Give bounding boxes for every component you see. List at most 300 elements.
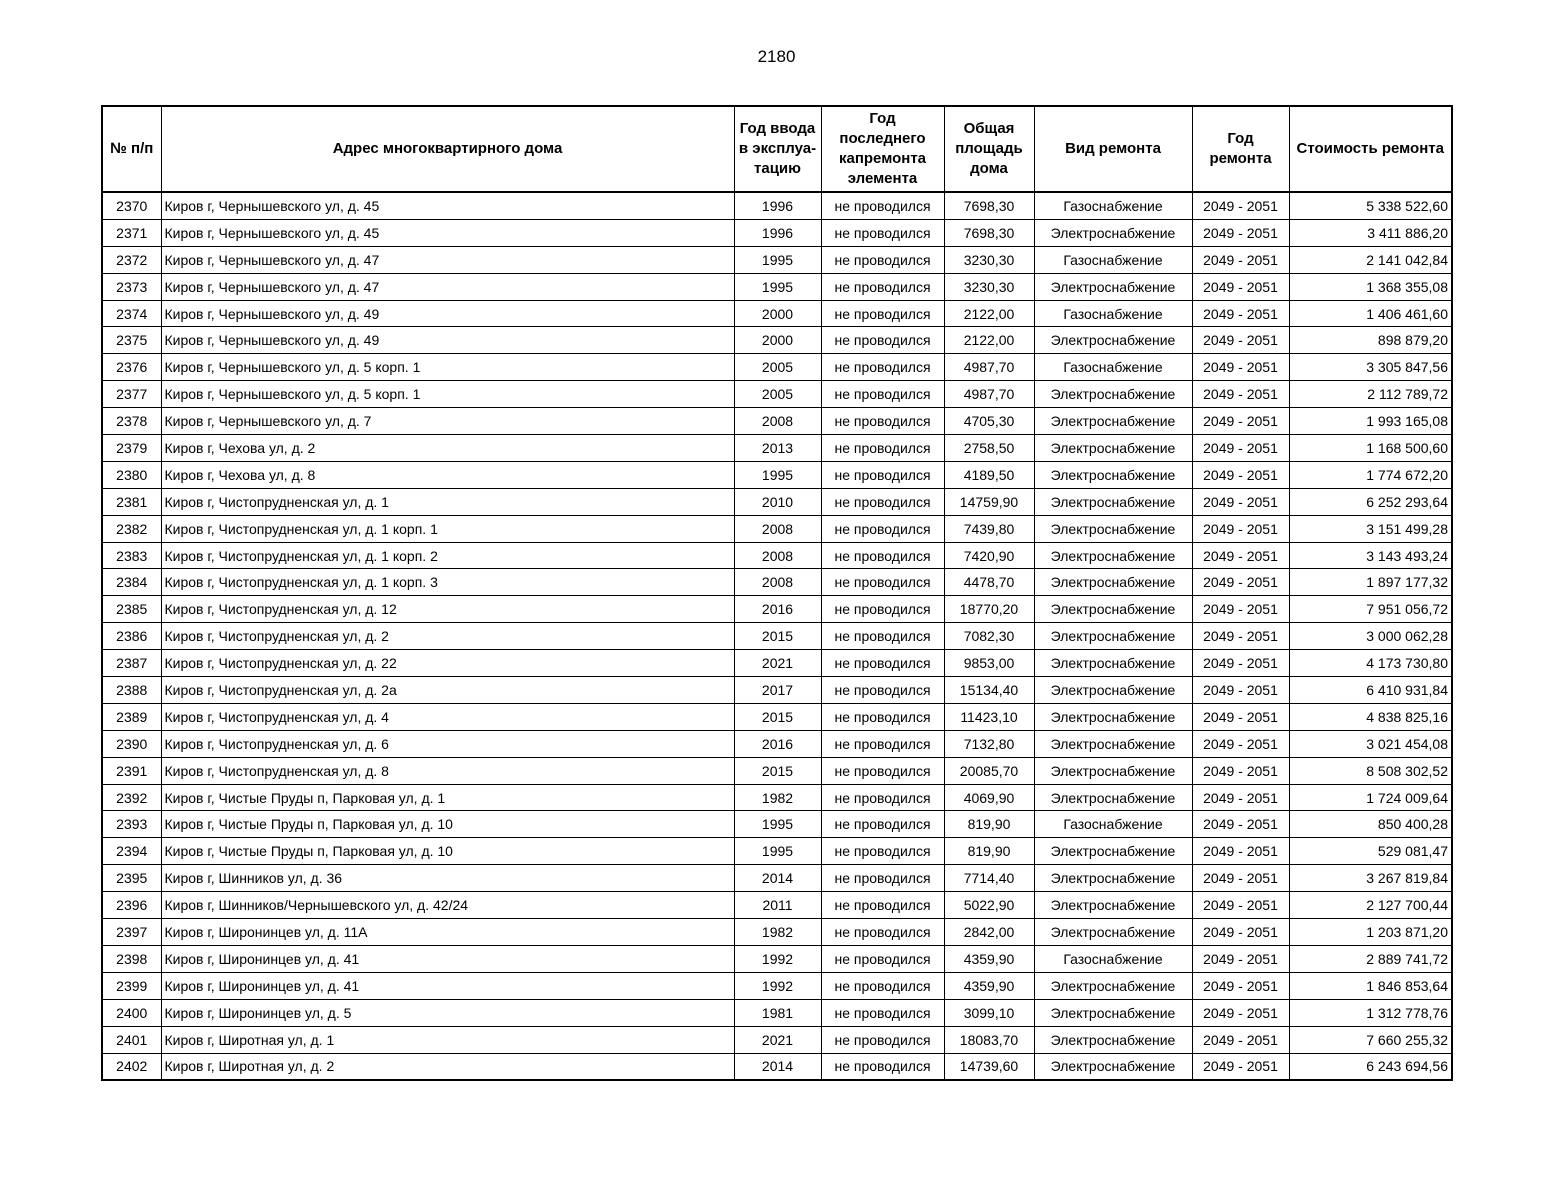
table-row (102, 488, 1452, 515)
cell-cost: 1 406 461,60 (1289, 300, 1452, 327)
cell-num: 2378 (102, 408, 161, 435)
cell-last-repair: не проводился (821, 811, 944, 838)
table-row (102, 945, 1452, 972)
cell-cost: 2 112 789,72 (1289, 381, 1452, 408)
cell-repair-period: 2049 - 2051 (1192, 461, 1289, 488)
cell-last-repair: не проводился (821, 784, 944, 811)
cell-last-repair: не проводился (821, 838, 944, 865)
cell-area: 4359,90 (944, 972, 1034, 999)
cell-year-commissioned: 1996 (734, 219, 821, 246)
cell-num: 2388 (102, 677, 161, 704)
cell-num: 2379 (102, 435, 161, 462)
cell-repair-period: 2049 - 2051 (1192, 784, 1289, 811)
cell-repair-period: 2049 - 2051 (1192, 381, 1289, 408)
cell-repair-type: Электроснабжение (1034, 919, 1192, 946)
cell-repair-type: Электроснабжение (1034, 650, 1192, 677)
repair-schedule-table (101, 105, 1453, 1081)
cell-num: 2394 (102, 838, 161, 865)
cell-repair-period: 2049 - 2051 (1192, 219, 1289, 246)
cell-num: 2402 (102, 1053, 161, 1080)
cell-address: Киров г, Чистопрудненская ул, д. 4 (161, 703, 734, 730)
table-row (102, 784, 1452, 811)
cell-area: 4069,90 (944, 784, 1034, 811)
cell-area: 20085,70 (944, 757, 1034, 784)
cell-year-commissioned: 1992 (734, 972, 821, 999)
cell-area: 7420,90 (944, 542, 1034, 569)
cell-area: 15134,40 (944, 677, 1034, 704)
cell-repair-type: Электроснабжение (1034, 972, 1192, 999)
cell-repair-type: Электроснабжение (1034, 892, 1192, 919)
cell-year-commissioned: 2000 (734, 327, 821, 354)
cell-year-commissioned: 2014 (734, 1053, 821, 1080)
table-row (102, 381, 1452, 408)
cell-num: 2383 (102, 542, 161, 569)
cell-cost: 1 203 871,20 (1289, 919, 1452, 946)
table-row (102, 596, 1452, 623)
cell-year-commissioned: 1995 (734, 273, 821, 300)
header-year-commissioned: Год ввода в эксплуа-тацию (734, 106, 821, 192)
table-row (102, 892, 1452, 919)
cell-address: Киров г, Чернышевского ул, д. 47 (161, 246, 734, 273)
cell-last-repair: не проводился (821, 730, 944, 757)
cell-last-repair: не проводился (821, 327, 944, 354)
cell-address: Киров г, Чернышевского ул, д. 45 (161, 219, 734, 246)
cell-num: 2386 (102, 623, 161, 650)
table-row (102, 811, 1452, 838)
table-row (102, 757, 1452, 784)
cell-repair-type: Электроснабжение (1034, 461, 1192, 488)
cell-year-commissioned: 1995 (734, 838, 821, 865)
cell-last-repair: не проводился (821, 515, 944, 542)
cell-repair-period: 2049 - 2051 (1192, 408, 1289, 435)
cell-repair-type: Электроснабжение (1034, 515, 1192, 542)
cell-repair-type: Электроснабжение (1034, 435, 1192, 462)
cell-cost: 3 267 819,84 (1289, 865, 1452, 892)
cell-cost: 4 838 825,16 (1289, 703, 1452, 730)
cell-last-repair: не проводился (821, 972, 944, 999)
table-row (102, 919, 1452, 946)
cell-repair-period: 2049 - 2051 (1192, 623, 1289, 650)
cell-repair-period: 2049 - 2051 (1192, 273, 1289, 300)
cell-repair-type: Электроснабжение (1034, 1053, 1192, 1080)
cell-area: 7082,30 (944, 623, 1034, 650)
table-row (102, 650, 1452, 677)
table-row (102, 408, 1452, 435)
cell-cost: 898 879,20 (1289, 327, 1452, 354)
cell-cost: 3 143 493,24 (1289, 542, 1452, 569)
cell-num: 2396 (102, 892, 161, 919)
cell-address: Киров г, Чистопрудненская ул, д. 22 (161, 650, 734, 677)
page-number: 2180 (757, 47, 796, 66)
cell-area: 2122,00 (944, 327, 1034, 354)
cell-year-commissioned: 1995 (734, 461, 821, 488)
cell-area: 4478,70 (944, 569, 1034, 596)
cell-area: 7132,80 (944, 730, 1034, 757)
table-row (102, 219, 1452, 246)
cell-address: Киров г, Чистопрудненская ул, д. 8 (161, 757, 734, 784)
table-row (102, 354, 1452, 381)
cell-repair-type: Электроснабжение (1034, 784, 1192, 811)
table-row (102, 327, 1452, 354)
cell-num: 2390 (102, 730, 161, 757)
cell-cost: 6 252 293,64 (1289, 488, 1452, 515)
cell-num: 2392 (102, 784, 161, 811)
cell-area: 5022,90 (944, 892, 1034, 919)
cell-area: 4189,50 (944, 461, 1034, 488)
cell-last-repair: не проводился (821, 919, 944, 946)
header-area: Общая площадь дома (944, 106, 1034, 192)
cell-num: 2399 (102, 972, 161, 999)
cell-num: 2371 (102, 219, 161, 246)
cell-repair-period: 2049 - 2051 (1192, 972, 1289, 999)
cell-repair-type: Газоснабжение (1034, 192, 1192, 219)
cell-cost: 1 993 165,08 (1289, 408, 1452, 435)
cell-address: Киров г, Широнинцев ул, д. 41 (161, 972, 734, 999)
cell-year-commissioned: 2010 (734, 488, 821, 515)
table-row (102, 515, 1452, 542)
table-row (102, 461, 1452, 488)
cell-year-commissioned: 2017 (734, 677, 821, 704)
cell-last-repair: не проводился (821, 703, 944, 730)
cell-year-commissioned: 1981 (734, 999, 821, 1026)
cell-address: Киров г, Чехова ул, д. 2 (161, 435, 734, 462)
cell-address: Киров г, Чистые Пруды п, Парковая ул, д. 1 (161, 784, 734, 811)
cell-repair-type: Электроснабжение (1034, 273, 1192, 300)
table-header (102, 106, 1452, 192)
cell-address: Киров г, Чистопрудненская ул, д. 1 корп. 2 (161, 542, 734, 569)
cell-address: Киров г, Чистопрудненская ул, д. 1 корп. 1 (161, 515, 734, 542)
cell-repair-type: Электроснабжение (1034, 1026, 1192, 1053)
cell-area: 9853,00 (944, 650, 1034, 677)
cell-area: 4987,70 (944, 354, 1034, 381)
cell-cost: 2 889 741,72 (1289, 945, 1452, 972)
cell-cost: 529 081,47 (1289, 838, 1452, 865)
cell-address: Киров г, Чернышевского ул, д. 5 корп. 1 (161, 354, 734, 381)
cell-address: Киров г, Чернышевского ул, д. 49 (161, 327, 734, 354)
cell-cost: 3 000 062,28 (1289, 623, 1452, 650)
cell-repair-period: 2049 - 2051 (1192, 703, 1289, 730)
table-row (102, 273, 1452, 300)
table-row (102, 1026, 1452, 1053)
cell-last-repair: не проводился (821, 677, 944, 704)
cell-repair-period: 2049 - 2051 (1192, 515, 1289, 542)
cell-address: Киров г, Чернышевского ул, д. 5 корп. 1 (161, 381, 734, 408)
cell-year-commissioned: 2011 (734, 892, 821, 919)
cell-last-repair: не проводился (821, 892, 944, 919)
cell-cost: 6 410 931,84 (1289, 677, 1452, 704)
cell-num: 2397 (102, 919, 161, 946)
cell-repair-type: Электроснабжение (1034, 999, 1192, 1026)
cell-last-repair: не проводился (821, 542, 944, 569)
cell-cost: 2 141 042,84 (1289, 246, 1452, 273)
cell-num: 2370 (102, 192, 161, 219)
cell-num: 2372 (102, 246, 161, 273)
cell-address: Киров г, Чернышевского ул, д. 47 (161, 273, 734, 300)
cell-address: Киров г, Чернышевского ул, д. 45 (161, 192, 734, 219)
cell-cost: 5 338 522,60 (1289, 192, 1452, 219)
cell-address: Киров г, Шинников ул, д. 36 (161, 865, 734, 892)
cell-area: 819,90 (944, 838, 1034, 865)
cell-year-commissioned: 2008 (734, 569, 821, 596)
cell-address: Киров г, Широнинцев ул, д. 11А (161, 919, 734, 946)
cell-cost: 1 724 009,64 (1289, 784, 1452, 811)
cell-repair-type: Электроснабжение (1034, 569, 1192, 596)
table-row (102, 623, 1452, 650)
table-row (102, 435, 1452, 462)
cell-num: 2377 (102, 381, 161, 408)
cell-num: 2384 (102, 569, 161, 596)
cell-area: 3099,10 (944, 999, 1034, 1026)
cell-repair-type: Электроснабжение (1034, 542, 1192, 569)
cell-cost: 7 951 056,72 (1289, 596, 1452, 623)
cell-last-repair: не проводился (821, 192, 944, 219)
cell-repair-period: 2049 - 2051 (1192, 865, 1289, 892)
cell-repair-type: Электроснабжение (1034, 596, 1192, 623)
table-row (102, 972, 1452, 999)
cell-repair-period: 2049 - 2051 (1192, 999, 1289, 1026)
cell-repair-period: 2049 - 2051 (1192, 1053, 1289, 1080)
cell-area: 11423,10 (944, 703, 1034, 730)
cell-repair-type: Электроснабжение (1034, 677, 1192, 704)
cell-last-repair: не проводился (821, 623, 944, 650)
cell-repair-type: Электроснабжение (1034, 865, 1192, 892)
cell-address: Киров г, Широнинцев ул, д. 41 (161, 945, 734, 972)
cell-cost: 1 774 672,20 (1289, 461, 1452, 488)
header-num: № п/п (102, 106, 161, 192)
cell-area: 2842,00 (944, 919, 1034, 946)
cell-cost: 1 168 500,60 (1289, 435, 1452, 462)
cell-repair-type: Газоснабжение (1034, 246, 1192, 273)
cell-num: 2395 (102, 865, 161, 892)
table-row (102, 730, 1452, 757)
cell-year-commissioned: 1995 (734, 246, 821, 273)
cell-cost: 1 897 177,32 (1289, 569, 1452, 596)
cell-year-commissioned: 2015 (734, 703, 821, 730)
cell-repair-period: 2049 - 2051 (1192, 730, 1289, 757)
table-row (102, 246, 1452, 273)
cell-address: Киров г, Широтная ул, д. 2 (161, 1053, 734, 1080)
cell-last-repair: не проводился (821, 219, 944, 246)
cell-last-repair: не проводился (821, 1026, 944, 1053)
cell-year-commissioned: 2014 (734, 865, 821, 892)
cell-repair-type: Электроснабжение (1034, 703, 1192, 730)
cell-cost: 6 243 694,56 (1289, 1053, 1452, 1080)
cell-repair-period: 2049 - 2051 (1192, 1026, 1289, 1053)
cell-address: Киров г, Чистопрудненская ул, д. 2а (161, 677, 734, 704)
cell-address: Киров г, Чернышевского ул, д. 49 (161, 300, 734, 327)
cell-num: 2375 (102, 327, 161, 354)
cell-last-repair: не проводился (821, 381, 944, 408)
cell-repair-type: Электроснабжение (1034, 757, 1192, 784)
cell-num: 2385 (102, 596, 161, 623)
cell-repair-period: 2049 - 2051 (1192, 246, 1289, 273)
cell-cost: 3 305 847,56 (1289, 354, 1452, 381)
cell-address: Киров г, Чистопрудненская ул, д. 12 (161, 596, 734, 623)
cell-area: 2758,50 (944, 435, 1034, 462)
cell-repair-period: 2049 - 2051 (1192, 919, 1289, 946)
cell-last-repair: не проводился (821, 435, 944, 462)
cell-cost: 3 021 454,08 (1289, 730, 1452, 757)
cell-num: 2376 (102, 354, 161, 381)
cell-num: 2393 (102, 811, 161, 838)
cell-repair-period: 2049 - 2051 (1192, 192, 1289, 219)
cell-area: 2122,00 (944, 300, 1034, 327)
table-row (102, 1053, 1452, 1080)
cell-repair-period: 2049 - 2051 (1192, 300, 1289, 327)
cell-repair-period: 2049 - 2051 (1192, 650, 1289, 677)
cell-year-commissioned: 2015 (734, 757, 821, 784)
cell-last-repair: не проводился (821, 461, 944, 488)
cell-last-repair: не проводился (821, 999, 944, 1026)
cell-cost: 4 173 730,80 (1289, 650, 1452, 677)
cell-cost: 850 400,28 (1289, 811, 1452, 838)
cell-num: 2391 (102, 757, 161, 784)
cell-year-commissioned: 2008 (734, 542, 821, 569)
cell-num: 2398 (102, 945, 161, 972)
cell-address: Киров г, Чехова ул, д. 8 (161, 461, 734, 488)
header-last-repair: Год последнего капремонта элемента (821, 106, 944, 192)
cell-num: 2389 (102, 703, 161, 730)
cell-year-commissioned: 1992 (734, 945, 821, 972)
cell-repair-period: 2049 - 2051 (1192, 542, 1289, 569)
cell-repair-period: 2049 - 2051 (1192, 892, 1289, 919)
cell-num: 2374 (102, 300, 161, 327)
table-row (102, 999, 1452, 1026)
cell-repair-type: Электроснабжение (1034, 488, 1192, 515)
cell-area: 18083,70 (944, 1026, 1034, 1053)
cell-num: 2401 (102, 1026, 161, 1053)
table-row (102, 703, 1452, 730)
cell-last-repair: не проводился (821, 300, 944, 327)
cell-repair-type: Электроснабжение (1034, 381, 1192, 408)
cell-repair-period: 2049 - 2051 (1192, 435, 1289, 462)
cell-repair-type: Электроснабжение (1034, 623, 1192, 650)
cell-repair-type: Газоснабжение (1034, 945, 1192, 972)
cell-num: 2387 (102, 650, 161, 677)
cell-cost: 1 368 355,08 (1289, 273, 1452, 300)
cell-repair-period: 2049 - 2051 (1192, 327, 1289, 354)
cell-repair-period: 2049 - 2051 (1192, 596, 1289, 623)
table-row (102, 542, 1452, 569)
cell-cost: 8 508 302,52 (1289, 757, 1452, 784)
table-body (102, 192, 1452, 1080)
cell-year-commissioned: 2015 (734, 623, 821, 650)
cell-area: 7439,80 (944, 515, 1034, 542)
cell-address: Киров г, Чистопрудненская ул, д. 1 (161, 488, 734, 515)
cell-last-repair: не проводился (821, 650, 944, 677)
cell-year-commissioned: 2016 (734, 730, 821, 757)
cell-cost: 2 127 700,44 (1289, 892, 1452, 919)
cell-year-commissioned: 1982 (734, 919, 821, 946)
cell-num: 2382 (102, 515, 161, 542)
cell-area: 7698,30 (944, 192, 1034, 219)
header-address: Адрес многоквартирного дома (161, 106, 734, 192)
table-row (102, 192, 1452, 219)
cell-address: Киров г, Чистопрудненская ул, д. 6 (161, 730, 734, 757)
cell-repair-type: Электроснабжение (1034, 838, 1192, 865)
cell-year-commissioned: 2008 (734, 408, 821, 435)
cell-repair-type: Газоснабжение (1034, 300, 1192, 327)
cell-last-repair: не проводился (821, 354, 944, 381)
cell-repair-period: 2049 - 2051 (1192, 569, 1289, 596)
cell-area: 3230,30 (944, 273, 1034, 300)
cell-repair-period: 2049 - 2051 (1192, 488, 1289, 515)
cell-area: 819,90 (944, 811, 1034, 838)
cell-year-commissioned: 2021 (734, 650, 821, 677)
cell-repair-type: Электроснабжение (1034, 219, 1192, 246)
cell-repair-period: 2049 - 2051 (1192, 945, 1289, 972)
cell-num: 2380 (102, 461, 161, 488)
cell-last-repair: не проводился (821, 865, 944, 892)
cell-area: 7714,40 (944, 865, 1034, 892)
cell-cost: 1 846 853,64 (1289, 972, 1452, 999)
cell-cost: 3 151 499,28 (1289, 515, 1452, 542)
cell-num: 2400 (102, 999, 161, 1026)
cell-year-commissioned: 2021 (734, 1026, 821, 1053)
cell-last-repair: не проводился (821, 945, 944, 972)
cell-address: Киров г, Чистые Пруды п, Парковая ул, д. 10 (161, 811, 734, 838)
cell-last-repair: не проводился (821, 757, 944, 784)
cell-cost: 3 411 886,20 (1289, 219, 1452, 246)
cell-last-repair: не проводился (821, 596, 944, 623)
cell-last-repair: не проводился (821, 569, 944, 596)
cell-repair-type: Электроснабжение (1034, 730, 1192, 757)
cell-repair-period: 2049 - 2051 (1192, 677, 1289, 704)
cell-year-commissioned: 2000 (734, 300, 821, 327)
header-cost: Стоимость ремонта (1289, 106, 1452, 192)
cell-repair-period: 2049 - 2051 (1192, 811, 1289, 838)
cell-address: Киров г, Чернышевского ул, д. 7 (161, 408, 734, 435)
cell-num: 2381 (102, 488, 161, 515)
cell-cost: 1 312 778,76 (1289, 999, 1452, 1026)
cell-address: Киров г, Чистопрудненская ул, д. 1 корп. 3 (161, 569, 734, 596)
cell-year-commissioned: 2013 (734, 435, 821, 462)
cell-address: Киров г, Широтная ул, д. 1 (161, 1026, 734, 1053)
cell-repair-type: Газоснабжение (1034, 354, 1192, 381)
cell-repair-type: Электроснабжение (1034, 408, 1192, 435)
cell-year-commissioned: 1996 (734, 192, 821, 219)
cell-year-commissioned: 1982 (734, 784, 821, 811)
cell-address: Киров г, Чистопрудненская ул, д. 2 (161, 623, 734, 650)
cell-repair-period: 2049 - 2051 (1192, 838, 1289, 865)
cell-year-commissioned: 2016 (734, 596, 821, 623)
cell-repair-type: Газоснабжение (1034, 811, 1192, 838)
cell-repair-period: 2049 - 2051 (1192, 354, 1289, 381)
table-row (102, 677, 1452, 704)
table-row (102, 838, 1452, 865)
cell-address: Киров г, Шинников/Чернышевского ул, д. 42/24 (161, 892, 734, 919)
header-row (102, 106, 1452, 192)
cell-cost: 7 660 255,32 (1289, 1026, 1452, 1053)
table-row (102, 569, 1452, 596)
table-row (102, 300, 1452, 327)
cell-area: 18770,20 (944, 596, 1034, 623)
cell-num: 2373 (102, 273, 161, 300)
cell-area: 14759,90 (944, 488, 1034, 515)
cell-area: 4987,70 (944, 381, 1034, 408)
cell-address: Киров г, Чистые Пруды п, Парковая ул, д. 10 (161, 838, 734, 865)
cell-last-repair: не проводился (821, 408, 944, 435)
cell-area: 7698,30 (944, 219, 1034, 246)
cell-year-commissioned: 2005 (734, 381, 821, 408)
cell-year-commissioned: 2005 (734, 354, 821, 381)
header-repair-type: Вид ремонта (1034, 106, 1192, 192)
cell-last-repair: не проводился (821, 1053, 944, 1080)
cell-last-repair: не проводился (821, 273, 944, 300)
cell-area: 4705,30 (944, 408, 1034, 435)
header-repair-period: Год ремонта (1192, 106, 1289, 192)
cell-last-repair: не проводился (821, 488, 944, 515)
